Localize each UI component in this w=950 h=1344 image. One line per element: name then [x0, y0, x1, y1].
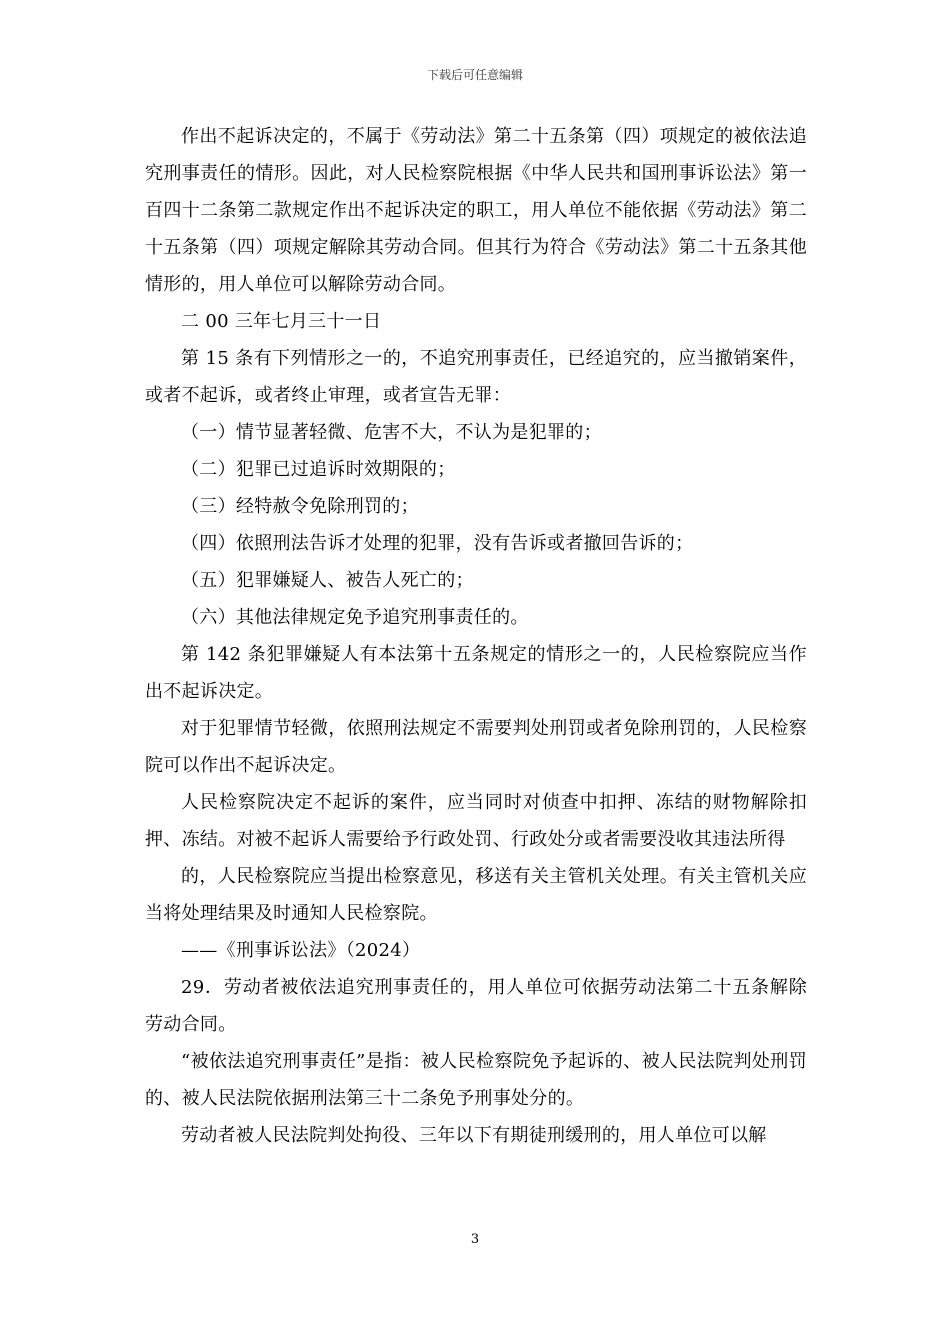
- page-header: 下载后可任意编辑: [426, 68, 523, 82]
- list-item-3: （三）经特赦令免除刑罚的；: [181, 496, 419, 517]
- paragraph-minor-crime: 对于犯罪情节轻微，依照刑法规定不需要判处刑罚或者免除刑罚的，人民检察院可以作出不起诉决定。: [145, 718, 807, 776]
- paragraph-article-15: 第 15 条有下列情形之一的，不追究刑事责任，已经追究的，应当撤销案件，或者不起诉，或者终止审理，或者宣告无罪：: [145, 348, 807, 406]
- paragraph-procuratorial-opinion: 的，人民检察院应当提出检察意见，移送有关主管机关处理。有关主管机关应当将处理结果及时通知人民检察院。: [145, 866, 807, 924]
- paragraph-probation: 劳动者被人民法院判处拘役、三年以下有期徒刑缓刑的，用人单位可以解: [181, 1125, 767, 1146]
- paragraph-definition: “被依法追究刑事责任”是指：被人民检察院免予起诉的、被人民法院判处刑罚的、被人民法院依据刑法第三十二条免予刑事处分的。: [145, 1051, 807, 1109]
- paragraph-item-29: 29．劳动者被依法追究刑事责任的，用人单位可依据劳动法第二十五条解除劳动合同。: [145, 977, 807, 1035]
- document-body: [145, 118, 807, 1154]
- paragraph-source-citation: ——《刑事诉讼法》（2024）: [181, 940, 421, 961]
- list-item-6: （六）其他法律规定免予追究刑事责任的。: [181, 607, 529, 628]
- paragraph-article-142: 第 142 条犯罪嫌疑人有本法第十五条规定的情形之一的，人民检察院应当作出不起诉决定。: [145, 644, 807, 702]
- paragraph-non-prosecution: 作出不起诉决定的，不属于《劳动法》第二十五条第（四）项规定的被依法追究刑事责任的情形。因此，对人民检察院根据《中华人民共和国刑事诉讼法》第一百四十二条第二款规定作出不起诉决定的职工，用人单位不能依据《劳动法》第二十五条第（四）项规定解除其劳动合同。但其行为符合《劳动法》第二十五条其他情形的，用人单位可以解除劳动合同。: [145, 126, 807, 295]
- page-number: 3: [470, 1232, 480, 1247]
- list-item-4: （四）依照刑法告诉才处理的犯罪，没有告诉或者撤回告诉的；: [181, 533, 694, 554]
- paragraph-date: 二 00 三年七月三十一日: [181, 311, 382, 332]
- paragraph-seized-property: 人民检察院决定不起诉的案件，应当同时对侦查中扣押、冻结的财物解除扣押、冻结。对被不起诉人需要给予行政处罚、行政处分或者需要没收其违法所得: [145, 792, 807, 850]
- list-item-5: （五）犯罪嫌疑人、被告人死亡的；: [181, 570, 474, 591]
- list-item-1: （一）情节显著轻微、危害不大，不认为是犯罪的；: [181, 422, 602, 443]
- list-item-2: （二）犯罪已过追诉时效期限的；: [181, 459, 456, 480]
